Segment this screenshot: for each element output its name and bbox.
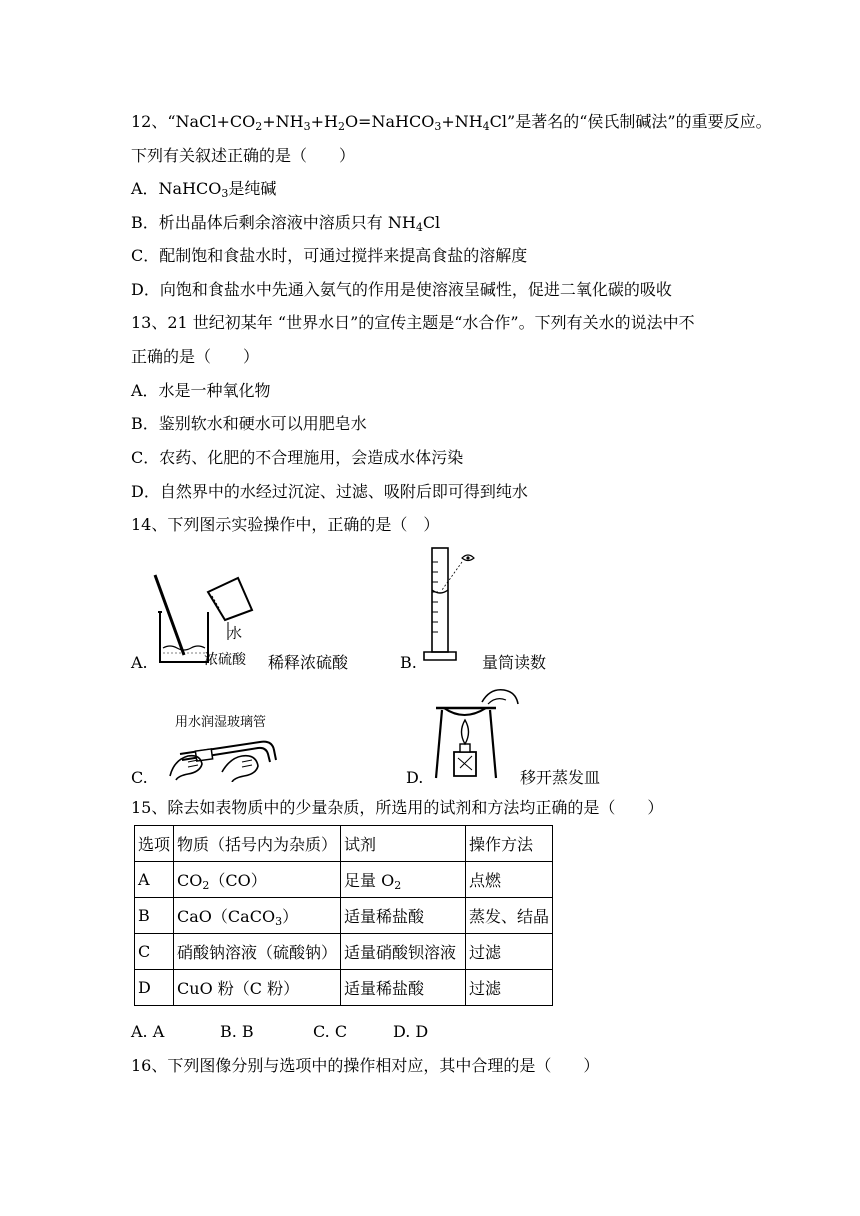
figure-c-caption: 用水润湿玻璃管	[175, 715, 267, 730]
figure-a-acid-label: 浓硫酸	[204, 652, 246, 668]
table-cell-option: B	[135, 898, 174, 934]
q14-option-d-letter: D.	[406, 768, 424, 787]
q16-stem: 16、下列图像分别与选项中的操作相对应，其中合理的是（ ）	[131, 1056, 600, 1075]
table-cell-reagent: 适量稀盐酸	[341, 898, 466, 934]
q13-stem-line2: 正确的是（ ）	[131, 347, 260, 366]
table-row	[135, 934, 553, 970]
table-row	[135, 898, 553, 934]
q15-stem: 15、除去如表物质中的少量杂质，所选用的试剂和方法均正确的是（ ）	[131, 798, 664, 817]
table-row	[135, 862, 553, 898]
q13-option-d: D．自然界中的水经过沉淀、过滤、吸附后即可得到纯水	[131, 482, 528, 501]
q12-stem-line1: 12、“$NaCl+CO_2+NH_3+H_2O=NaHCO_3+NH_4Cl$”是著名的“侯氏制碱法”的重要反应。	[131, 112, 772, 133]
q13-option-a: A．水是一种氧化物	[131, 381, 271, 400]
measuring-cylinder-figure	[418, 544, 478, 666]
table-cell-method: 点燃	[466, 862, 553, 898]
q12-option-b: B．析出晶体后剩余溶液中溶质只有 $NH_4Cl$	[131, 213, 441, 234]
q14-option-a-letter: A.	[131, 653, 148, 672]
answer-choice-a: A. A	[131, 1022, 165, 1041]
answer-choice-d: D. D	[393, 1022, 429, 1041]
table-header-cell: 物质（括号内为杂质）	[174, 826, 341, 862]
table-cell-method: 过滤	[466, 934, 553, 970]
table-cell-reagent: 适量稀盐酸	[341, 970, 466, 1006]
q13-stem-line1: 13、21 世纪初某年 “世界水日”的宣传主题是“水合作”。下列有关水的说法中不	[131, 313, 695, 332]
table-cell-substance: CaO（CaCO$_3$）	[174, 898, 341, 934]
table-cell-reagent: 适量硝酸钡溶液	[341, 934, 466, 970]
figure-a-water-label: 水	[228, 626, 242, 642]
table-header-cell: 试剂	[341, 826, 466, 862]
table-cell-option: D	[135, 970, 174, 1006]
table-cell-substance: CuO 粉（C 粉）	[174, 970, 341, 1006]
q14-option-b-text: 量筒读数	[482, 653, 547, 672]
table-cell-option: C	[135, 934, 174, 970]
answer-choice-c: C. C	[313, 1022, 348, 1041]
q13-option-b: B．鉴别软水和硬水可以用肥皂水	[131, 414, 367, 433]
table-header-cell: 选项	[135, 826, 174, 862]
q14-option-b-letter: B.	[400, 653, 417, 672]
table-row	[135, 970, 553, 1006]
q15-answer-choices	[131, 1022, 428, 1041]
table-cell-method: 过滤	[466, 970, 553, 1006]
answer-choice-b: B. B	[220, 1022, 254, 1041]
q14-option-c-letter: C.	[131, 768, 148, 787]
q12-option-d: D．向饱和食盐水中先通入氨气的作用是使溶液呈碱性，促进二氧化碳的吸收	[131, 280, 672, 299]
q14-option-d-text: 移开蒸发皿	[520, 768, 601, 787]
table-cell-reagent: 足量 $O_2$	[341, 862, 466, 898]
q12-stem-line2: 下列有关叙述正确的是（ ）	[131, 146, 356, 165]
q14-stem: 14、下列图示实验操作中，正确的是（ ）	[131, 515, 440, 534]
q14-option-a-text: 稀释浓硫酸	[268, 653, 349, 672]
q13-option-c: C．农药、化肥的不合理施用，会造成水体污染	[131, 448, 464, 467]
impurity-removal-table	[134, 825, 553, 1006]
table-header-cell: 操作方法	[466, 826, 553, 862]
table-cell-substance: 硝酸钠溶液（硫酸钠）	[174, 934, 341, 970]
table-cell-substance: $CO_2(CO)$	[174, 862, 341, 898]
table-header-row	[135, 826, 553, 862]
table-cell-method: 蒸发、结晶	[466, 898, 553, 934]
table-cell-option: A	[135, 862, 174, 898]
evaporating-dish-figure	[430, 682, 520, 782]
q12-option-c: C．配制饱和食盐水时，可通过搅拌来提高食盐的溶解度	[131, 246, 528, 265]
glass-tube-figure	[160, 732, 285, 782]
q12-option-a: A．NaHCO$_3$是纯碱	[131, 179, 277, 200]
